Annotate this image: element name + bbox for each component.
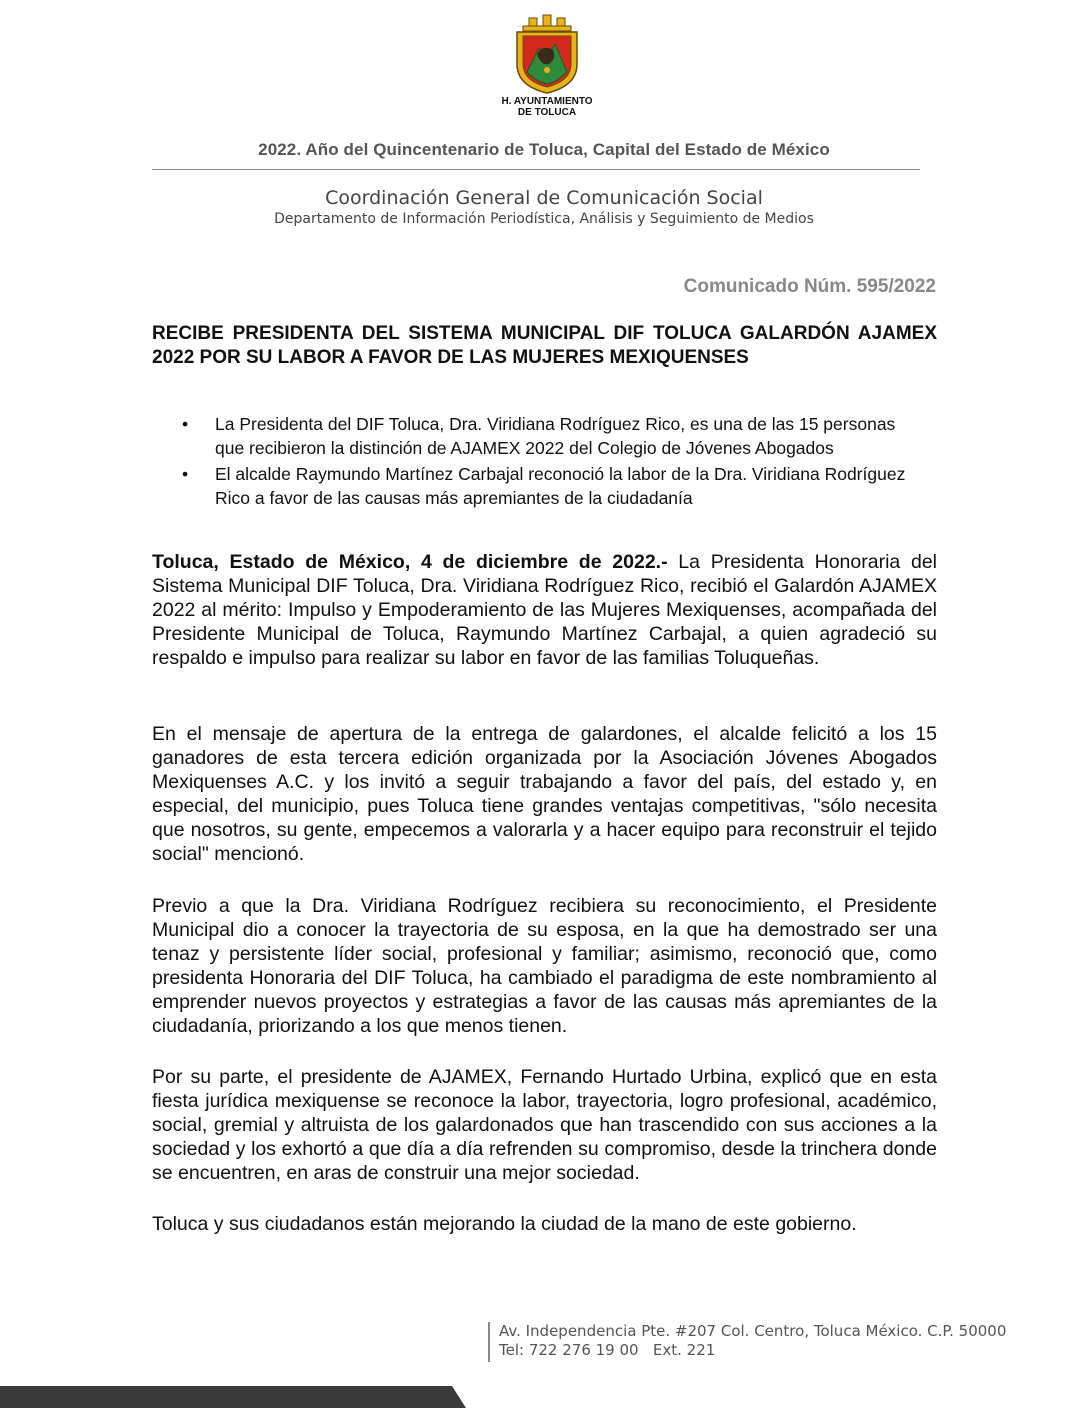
year-motto: 2022. Año del Quincentenario de Toluca, Capital del Estado de México: [258, 140, 830, 159]
logo-caption-line2: DE TOLUCA: [517, 107, 577, 118]
bullet-icon: •: [182, 414, 189, 434]
toluca-coat-of-arms-logo: [500, 14, 594, 118]
bullet-icon: •: [182, 464, 189, 484]
footer-address: Av. Independencia Pte. #207 Col. Centro, Toluca México. C.P. 50000: [499, 1322, 1007, 1340]
footer-contact: [499, 1322, 1006, 1360]
body-paragraph-5: Toluca y sus ciudadanos están mejorando la ciudad de la mano de este gobierno.: [152, 1213, 857, 1235]
footer-phone-line: [499, 1341, 1006, 1360]
bullet-text: La Presidenta del DIF Toluca, Dra. Viridiana Rodríguez Rico, es una de las 15 personas que recibieron la distinción de AJAMEX 2022 del Colegio de Jóvenes Abogados: [215, 414, 896, 458]
coordination-title: Coordinación General de Comunicación Social: [325, 187, 763, 209]
body-paragraph-2: En el mensaje de apertura de la entrega de galardones, el alcalde felicitó a los 15 ganadores de esta tercera edición organizada por la Asociación Jóvenes Abogados Mexiquenses A.C. y los invitó a seguir trabajando a favor del país, del estado y, en especial, del municipio, pues Toluca tiene grandes ventajas competitivas, "sólo necesita que nosotros, su gente, empecemos a valorarla y a hacer equipo para reconstruir el tejido social" mencionó.: [152, 723, 937, 865]
footer-separator: [488, 1322, 490, 1362]
logo-caption-line1: H. AYUNTAMIENTO: [501, 96, 593, 107]
press-headline: RECIBE PRESIDENTA DEL SISTEMA MUNICIPAL DIF TOLUCA GALARDÓN AJAMEX 2022 POR SU LABOR A FAVOR DE LAS MUJERES MEXIQUENSES: [152, 323, 937, 368]
body-paragraph-4: Por su parte, el presidente de AJAMEX, Fernando Hurtado Urbina, explicó que en esta fiesta jurídica mexiquense se reconoce la labor, trayectoria, logro profesional, académico, social, gremial y altruista de los galardonados que han trascendido con sus acciones a la sociedad y los exhortó a que día a día refrenden su compromiso, desde la trinchera donde se encuentren, en aras de construir una mejor sociedad.: [152, 1066, 937, 1184]
shield-icon: [507, 14, 587, 94]
summary-bullets: [182, 412, 917, 512]
body-paragraph-1: [152, 550, 937, 670]
paragraph-text: La Presidenta Honoraria del Sistema Municipal DIF Toluca, Dra. Viridiana Rodríguez Rico, recibió el Galardón AJAMEX 2022 al mérito: Impulso y Empoderamiento de las Mujeres Mexiquenses, acompañada del Presidente Municipal de Toluca, Raymundo Martínez Carbajal, a quien agradeció su respaldo e impulso para realizar su labor en favor de las familias Toluqueñas.: [152, 551, 937, 669]
footer-bar: [0, 1386, 1088, 1408]
department-subtitle: Departamento de Información Periodística, Análisis y Seguimiento de Medios: [274, 211, 814, 227]
header-divider: [152, 169, 920, 170]
body-paragraph-3: Previo a que la Dra. Viridiana Rodríguez recibiera su reconocimiento, el Presidente Municipal dio a conocer la trayectoria de su esposa, en la que ha demostrado ser una tenaz y persistente líder social, profesional y familiar; asimismo, reconoció que, como presidenta Honoraria del DIF Toluca, ha cambiado el paradigma de este nombramiento al emprender nuevos proyectos y estrategias a favor de las causas más apremiantes de la ciudadanía, priorizando a los que menos tienen.: [152, 895, 937, 1037]
footer-phone: Tel: 722 276 19 00: [499, 1341, 639, 1359]
summary-bullet: [182, 462, 917, 510]
footer-extension: Ext. 221: [652, 1341, 716, 1359]
bullet-text: El alcalde Raymundo Martínez Carbajal reconoció la labor de la Dra. Viridiana Rodríguez Rico a favor de las causas más apremiantes de la ciudadanía: [215, 464, 906, 508]
summary-bullet: [182, 412, 917, 460]
bulletin-number: Comunicado Núm. 595/2022: [683, 276, 936, 297]
dateline: Toluca, Estado de México, 4 de diciembre de 2022.-: [152, 551, 668, 573]
